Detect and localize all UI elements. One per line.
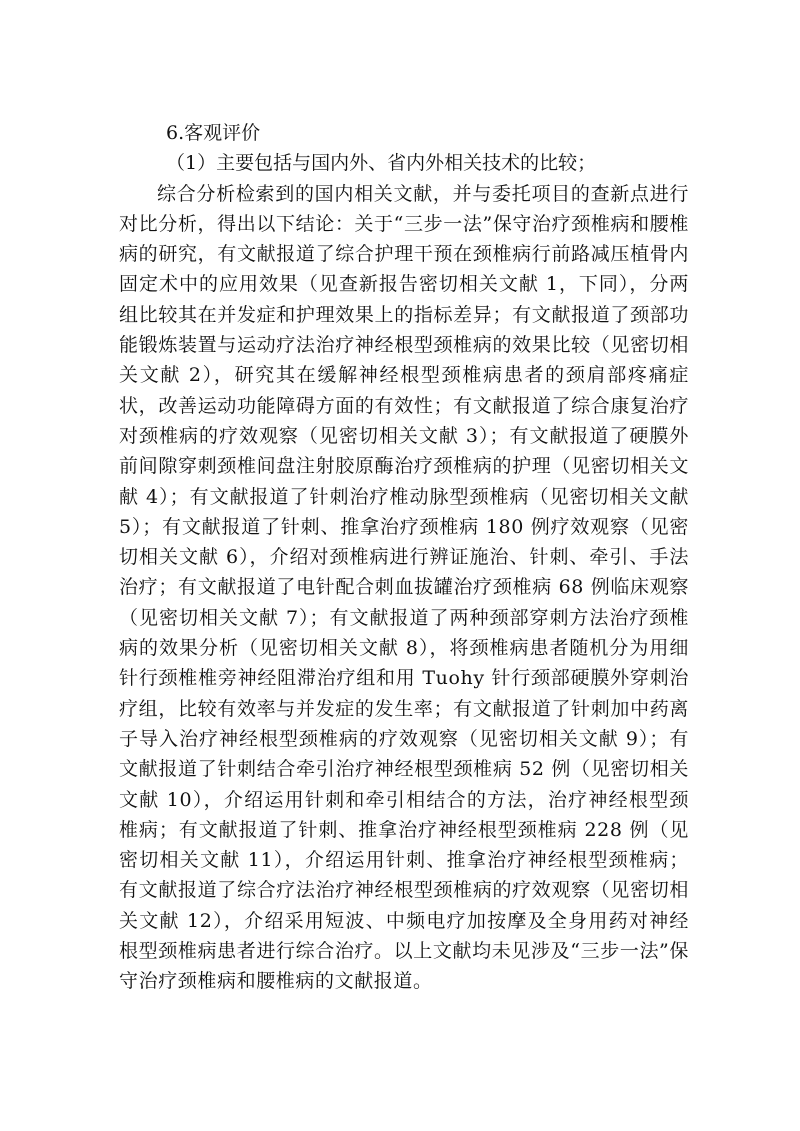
section-heading: 6.客观评价: [166, 122, 261, 144]
document-content: [119, 118, 689, 997]
body-paragraph: 综合分析检索到的国内相关文献，并与委托项目的查新点进行对比分析，得出以下结论：关于“三步一法”保守治疗颈椎病和腰椎病的研究，有文献报道了综合护理干预在颈椎病行前路减压植骨内固定术中的应用效果（见查新报告密切相关文献 1，下同），分两组比较其在并发症和护理效果上的指标差异；有文献报道了颈部功能锻炼装置与运动疗法治疗神经根型颈椎病的效果比较（见密切相关文献 2），研究其在缓解神经根型颈椎病患者的颈肩部疼痛症状，改善运动功能障碍方面的有效性；有文献报道了综合康复治疗对颈椎病的疗效观察（见密切相关文献 3）；有文献报道了硬膜外前间隙穿刺颈椎间盘注射胶原酶治疗颈椎病的护理（见密切相关文献 4）；有文献报道了针刺治疗椎动脉型颈椎病（见密切相关文献 5）；有文献报道了针刺、推拿治疗颈椎病 180 例疗效观察（见密切相关文献 6），介绍对颈椎病进行辨证施治、针刺、牵引、手法治疗；有文献报道了电针配合刺血拔罐治疗颈椎病 68 例临床观察（见密切相关文献 7）；有文献报道了两种颈部穿刺方法治疗颈椎病的效果分析（见密切相关文献 8），将颈椎病患者随机分为用细针行颈椎椎旁神经阻滞治疗组和用 Tuohy 针行颈部硬膜外穿刺治疗组，比较有效率与并发症的发生率；有文献报道了针刺加中药离子导入治疗神经根型颈椎病的疗效观察（见密切相关文献 9）；有文献报道了针刺结合牵引治疗神经根型颈椎病 52 例（见密切相关文献 10），介绍运用针刺和牵引相结合的方法，治疗神经根型颈椎病；有文献报道了针刺、推拿治疗神经根型颈椎病 228 例（见密切相关文献 11），介绍运用针刺、推拿治疗神经根型颈椎病；有文献报道了综合疗法治疗神经根型颈椎病的疗效观察（见密切相关文献 12），介绍采用短波、中频电疗加按摩及全身用药对神经根型颈椎病患者进行综合治疗。以上文献均未见涉及“三步一法”保守治疗颈椎病和腰椎病的文献报道。: [119, 182, 689, 993]
subheading: （1）主要包括与国内外、省内外相关技术的比较；: [166, 152, 597, 175]
